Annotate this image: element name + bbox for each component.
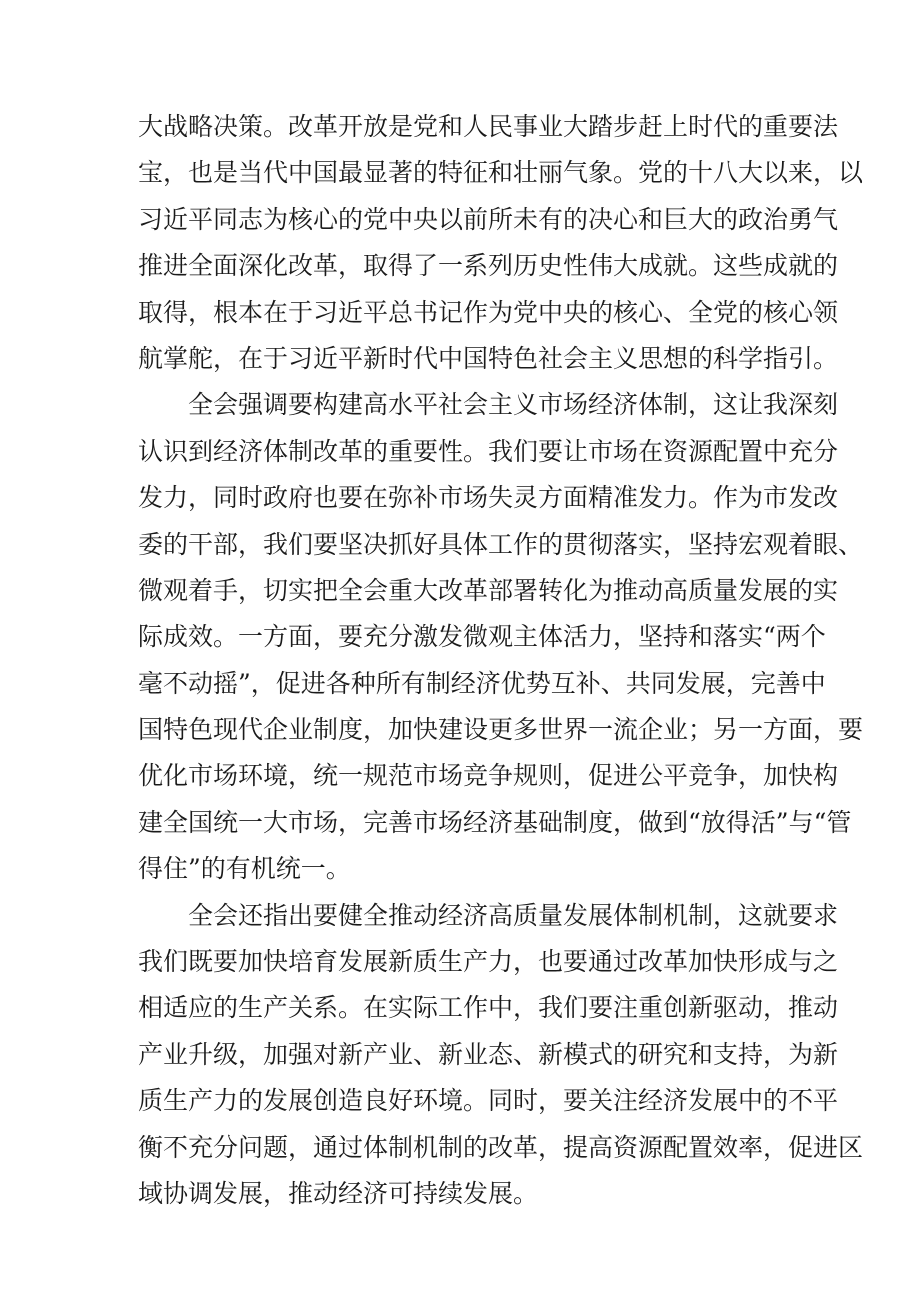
text-line: 我们既要加快培育发展新质生产力，也要通过改革加快形成与之 [138, 947, 839, 977]
text-line: 认识到经济体制改革的重要性。我们要让市场在资源配置中充分 [138, 436, 839, 466]
text-line: 全会强调要构建高水平社会主义市场经济体制，这让我深刻 [188, 390, 839, 420]
text-line: 宝，也是当代中国最显著的特征和壮丽气象。党的十八大以来，以 [138, 158, 864, 188]
text-line: 域协调发展，推动经济可持续发展。 [138, 1178, 539, 1208]
text-line: 推进全面深化改革，取得了一系列历史性伟大成就。这些成就的 [138, 251, 839, 281]
text-line: 毫不动摇”，促进各种所有制经济优势互补、共同发展，完善中 [138, 668, 826, 698]
text-line: 发力，同时政府也要在弥补市场失灵方面精准发力。作为市发改 [138, 483, 839, 513]
text-line: 国特色现代企业制度，加快建设更多世界一流企业；另一方面，要 [138, 715, 864, 745]
text-line: 大战略决策。改革开放是党和人民事业大踏步赶上时代的重要法 [138, 112, 839, 141]
text-line: 相适应的生产关系。在实际工作中，我们要注重创新驱动，推动 [138, 993, 839, 1023]
text-line: 全会还指出要健全推动经济高质量发展体制机制，这就要求 [188, 900, 839, 930]
text-line: 质生产力的发展创造良好环境。同时，要关注经济发展中的不平 [138, 1086, 839, 1116]
body-text [138, 104, 864, 1217]
text-line: 得住”的有机统一。 [138, 854, 351, 884]
text-line: 委的干部，我们要坚决抓好具体工作的贯彻落实，坚持宏观着眼、 [138, 529, 864, 559]
text-line: 际成效。一方面，要充分激发微观主体活力，坚持和落实“两个 [138, 622, 826, 652]
text-line: 优化市场环境，统一规范市场竞争规则，促进公平竞争，加快构 [138, 761, 839, 791]
text-line: 建全国统一大市场，完善市场经济基础制度，做到“放得活”与“管 [138, 807, 852, 837]
text-line: 取得，根本在于习近平总书记作为党中央的核心、全党的核心领 [138, 297, 839, 327]
text-line: 产业升级，加强对新产业、新业态、新模式的研究和支持，为新 [138, 1039, 839, 1069]
text-line: 习近平同志为核心的党中央以前所未有的决心和巨大的政治勇气 [138, 204, 839, 234]
text-line: 航掌舵，在于习近平新时代中国特色社会主义思想的科学指引。 [138, 343, 839, 373]
text-line: 衡不充分问题，通过体制机制的改革，提高资源配置效率，促进区 [138, 1132, 864, 1162]
text-line: 微观着手，切实把全会重大改革部署转化为推动高质量发展的实 [138, 575, 839, 605]
